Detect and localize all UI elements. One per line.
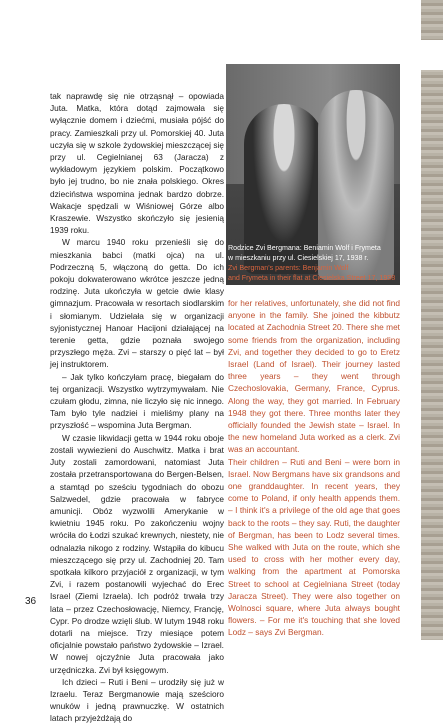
caption-english-line-1: Zvi Bergman's parents: Benjamin Wolf bbox=[228, 264, 349, 272]
caption-polish-line-1: Rodzice Zvi Bergmana: Beniamin Wolf i Frymeta bbox=[228, 244, 381, 252]
decorative-side-strip bbox=[421, 0, 443, 640]
photo-caption bbox=[228, 243, 398, 283]
page-number: 36 bbox=[25, 596, 37, 607]
side-strip-mark bbox=[421, 40, 443, 70]
paragraph-1: tak naprawdę się nie otrząsnął – opowiada Juta. Matka, która dotąd zajmowała się wyłącznie domem i dziećmi, musiała pójść do pracy. Zamieszkali przy ul. Pomorskiej 40. Juta uczyła się w szkole żydowskiej mieszczącej się przy ul. Cegielnianej 63 (Jaracza) z wykładowym językiem polskim. Początkowo było jej trudno, bo nie znała polskiego. Okres dzieciństwa wspomina jednak bardzo dobrze. Wakacje spędzali w Wiśniowej Górze albo Kraszewie. Wszystko skończyło się jesienią 1939 roku. bbox=[50, 91, 224, 236]
paragraph-3: – Jak tylko kończyłam pracę, biegałam do tej organizacji. Wszystko wytrzymywałam. Nie czułam głodu, zimna, nie liczyło się nic innego. Tam było tyle nadziei i mieliśmy plany na przyszłość – wspomina Juta Bergman. bbox=[50, 371, 224, 431]
english-text-column bbox=[228, 297, 400, 639]
caption-polish-line-2: w mieszkaniu przy ul. Ciesielskiej 17, 1938 r. bbox=[228, 254, 369, 262]
paragraph-4: W czasie likwidacji getta w 1944 roku oboje zostali wywiezieni do Auschwitz. Matka i brat Juty zostali zamordowani, natomiast Juta została przetransportowana do Bergen-Belsen, a stamtąd po sześciu tygodniach do obozu Salzwedel, gdzie pracowała w fabryce amunicji. Obóz wyzwolili Amerykanie w kwietniu 1945 roku. Po zakończeniu wojny wróciła do Łodzi szukać krewnych, niestety, nie odnalazła nikogo z rodziny. Wstąpiła do kibucu mieszczącego się przy ul. Zachodniej 20. Tam spotkała kilkoro przyjaciół z organizacji, w tym Zvi, i razem postanowili wyjechać do Erec Israel (Ziemi Izraela). Ich podróż trwała trzy lata – przez Czechosłowację, Niemcy, Francję, Cypr. Po drodze wzięli ślub. W lutym 1948 roku dotarli na miejsce. Trzy miesiące potem oficjalnie powstało państwo żydowskie – Izrael. W nowej ojczyźnie Juta pracowała jako urzędniczka. Zvi był księgowym. bbox=[50, 432, 224, 675]
polish-text-column bbox=[50, 90, 224, 725]
paragraph-5: Ich dzieci – Ruti i Beni – urodziły się już w Izraelu. Teraz Bergmanowie mają sześcioro wnuków i jedną prawnuczkę. W ostatnich latach przyjeżdżają do bbox=[50, 676, 224, 724]
english-paragraph-1: for her relatives, unfortunately, she did not find anyone in the family. She joined the kibbutz located at Zachodnia Street 20. There she met some friends from the organization, including Zvi, and together they decided to go to Eretz Israel (Land of Israel). Their journey lasted three years – they went through Czechoslovakia, Germany, France, Cyprus. Along the way, they got married. In February 1948 they got there. Three months later they officially founded the Jewish state – Israel. In the new homeland Juta worked as a clerk. Zvi was an accountant. bbox=[228, 298, 400, 455]
paragraph-2: W marcu 1940 roku przenieśli się do mieszkania babci (matki ojca) na ul. Podrzeczną 5, włączoną do getta. Do ich pokoju dokwaterowano wkrótce jeszcze jedną rodzinę. Juta ukończyła w getcie dwie klasy gimnazjum. Pracowała w resortach siodlarskim i słomianym. Udzielała się w organizacji syjonistycznej Hanoar Hacijoni działającej na terenie getta, gdzie poznała swojego przyszłego męża. Zvi – starszy o pięć lat – był jej instruktorem. bbox=[50, 237, 224, 370]
caption-english-line-2: and Frymeta in their flat at Ciesielska Street 17, 1938 bbox=[228, 274, 396, 282]
english-paragraph-2: Their children – Ruti and Beni – were born in Israel. Now Bergmans have six grandsons and one granddaughter. In recent years, they come to Poland, if only health appends them. – I think it's a privilege of the old age that goes back to the roots – they say. Ruti, the daughter of Bergman, has been to Lodz several times. She walked with Juta on the route, which she used to cross with her mother every day, walking from the apartment at Pomorska Street to school at Cegielniana Street (today Jaracza Street). They were also together on Wolnosci square, where Juta always bought flowers. – For me it's touching that she loved Lodz – says Zvi Bergman. bbox=[228, 456, 400, 638]
